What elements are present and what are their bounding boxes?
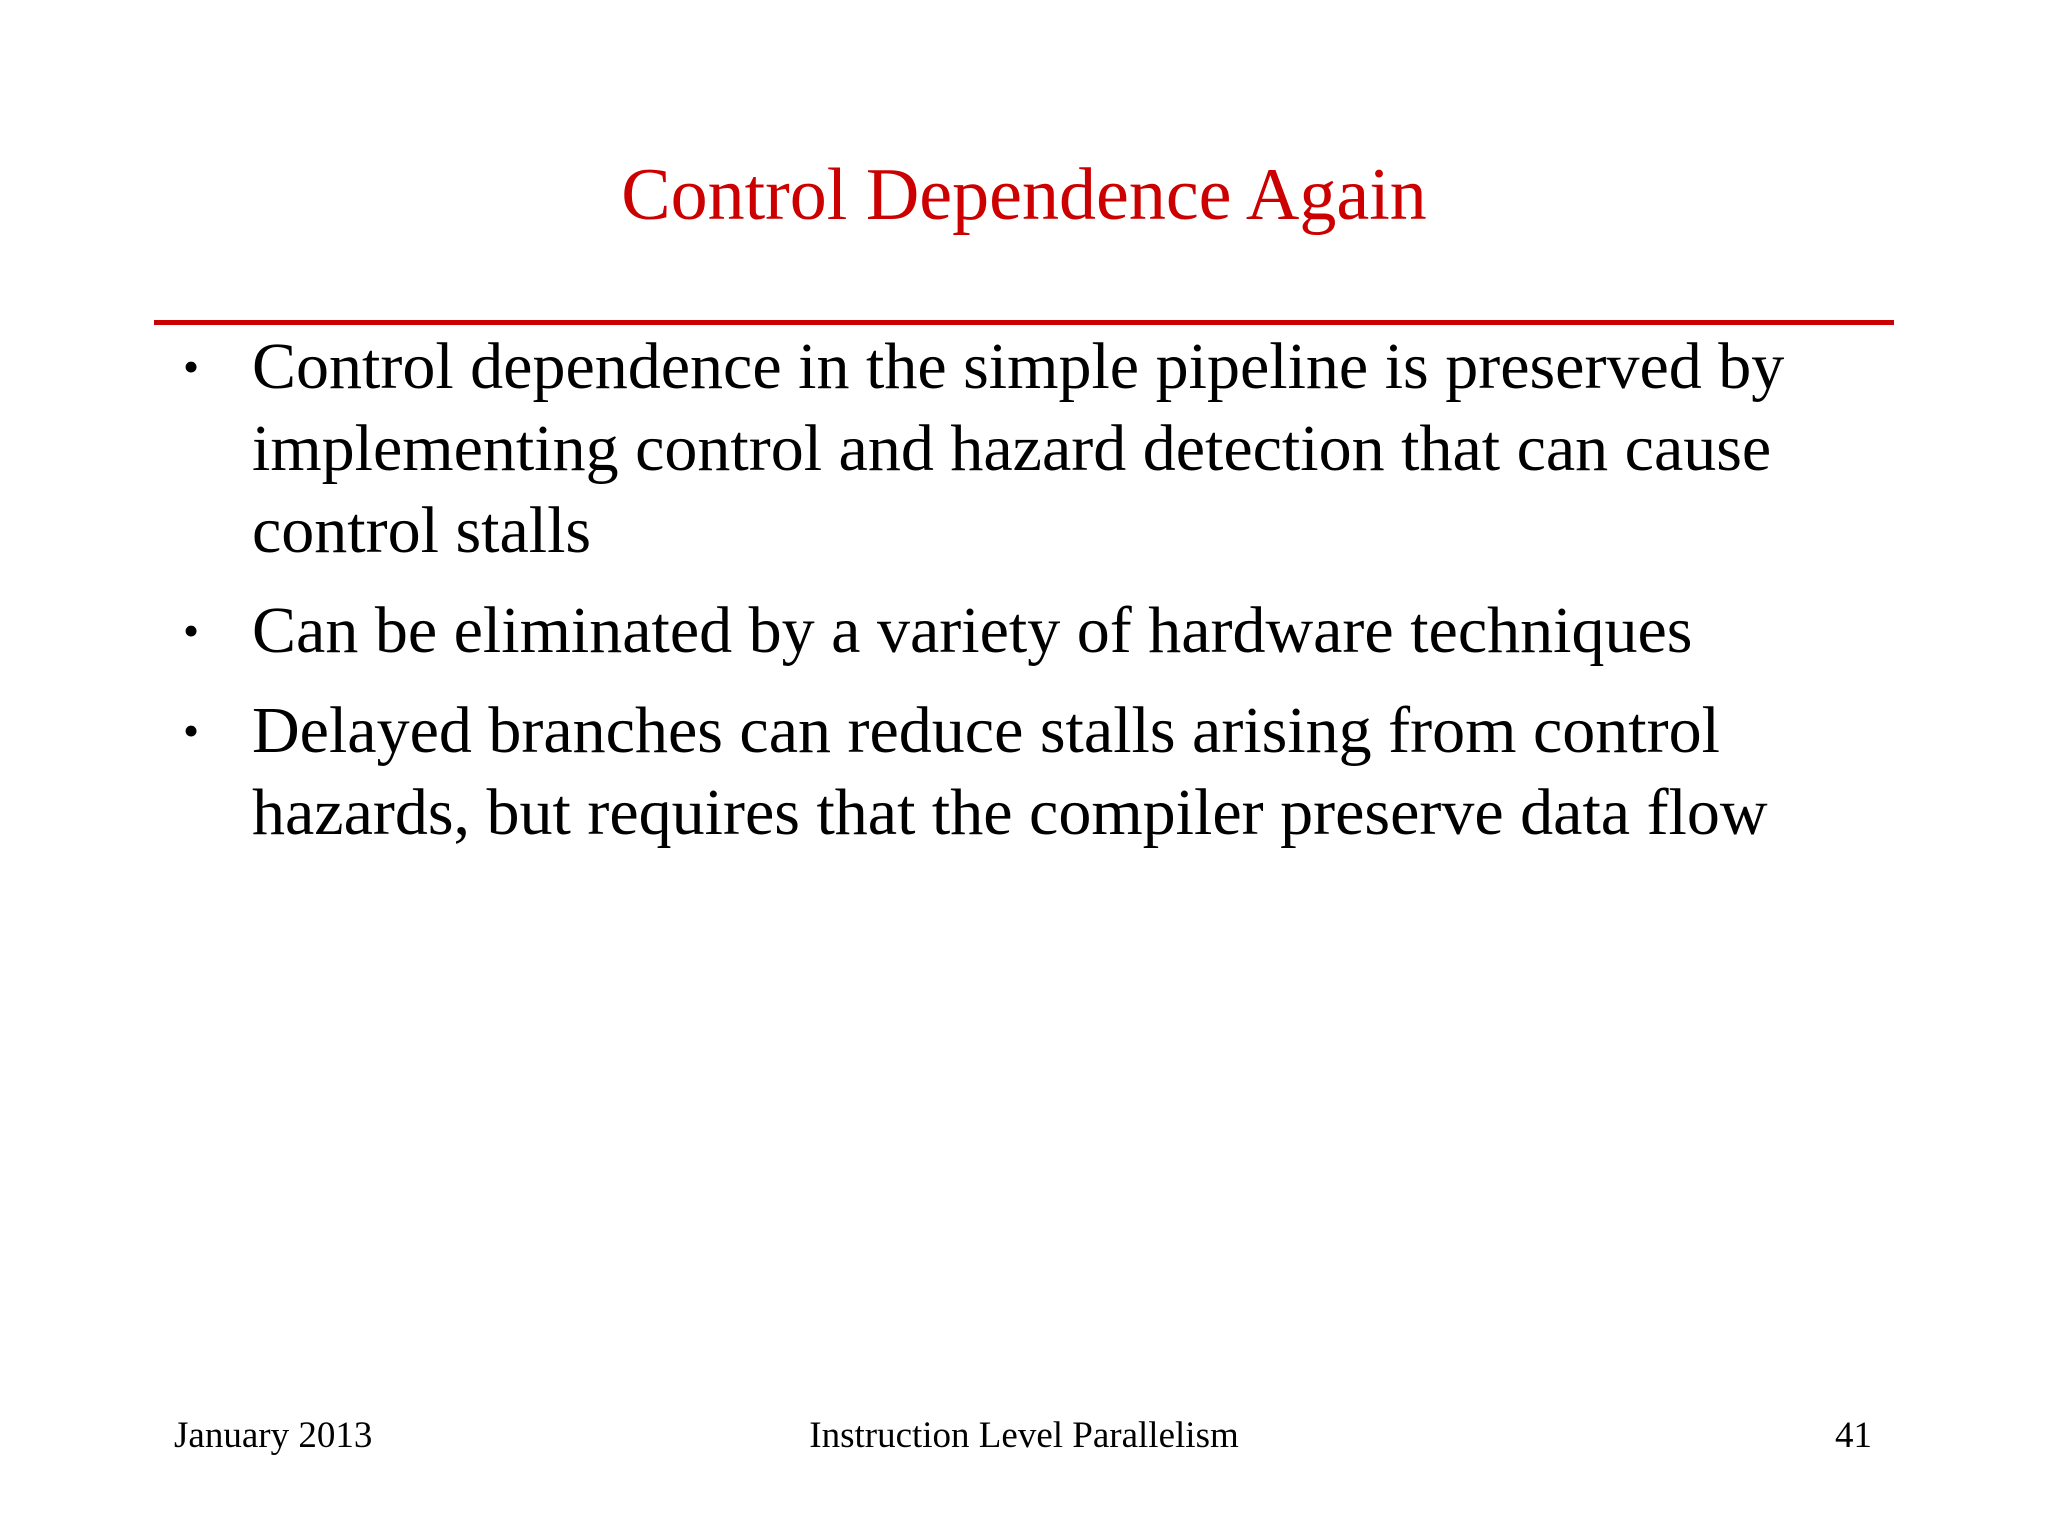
bullet-item <box>183 690 1903 854</box>
footer-date: January 2013 <box>174 1415 373 1456</box>
slide-title: Control Dependence Again <box>621 154 1427 236</box>
bullet-text: Can be eliminated by a variety of hardware techniques <box>252 594 1693 667</box>
footer-topic: Instruction Level Parallelism <box>809 1415 1239 1456</box>
bullet-item <box>183 590 1903 672</box>
page-number: 41 <box>1835 1415 1872 1456</box>
bullet-icon: • <box>183 705 200 756</box>
bullet-icon: • <box>183 341 200 392</box>
bullet-item <box>183 326 1903 572</box>
bullet-icon: • <box>183 605 200 656</box>
bullet-text: Control dependence in the simple pipeline is preserved by implementing control and hazard detection that can cause control stalls <box>252 330 1785 567</box>
bullet-list <box>183 326 1903 872</box>
bullet-text: Delayed branches can reduce stalls arising from control hazards, but requires that the compiler preserve data flow <box>252 694 1768 849</box>
title-divider <box>154 320 1894 325</box>
